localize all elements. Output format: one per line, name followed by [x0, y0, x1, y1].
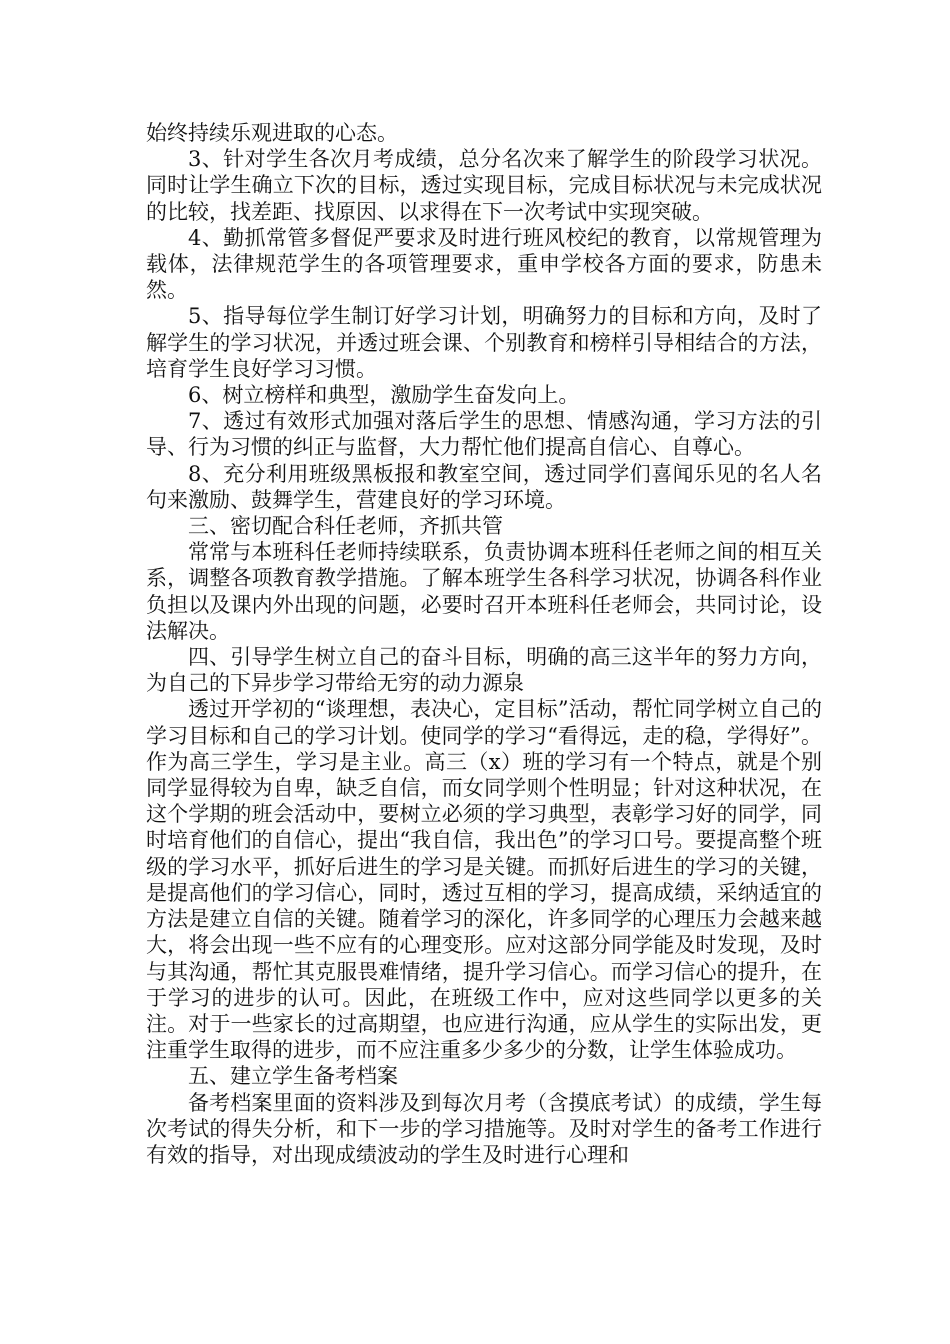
paragraph: 5、指导每位学生制订好学习计划，明确努力的目标和方向，及时了解学生的学习状况，并透过班会课、个别教育和榜样引导相结合的方法，培育学生良好学习习惯。	[146, 304, 822, 381]
paragraph: 3、针对学生各次月考成绩，总分名次来了解学生的阶段学习状况。同时让学生确立下次的目标，透过实现目标，完成目标状况与未完成状况的比较，找差距、找原因、以求得在下一次考试中实现突破。	[146, 147, 822, 224]
paragraph: 透过开学初的“谈理想，表决心，定目标”活动，帮忙同学树立自己的学习目标和自己的学习计划。使同学的学习“看得远，走的稳，学得好”。作为高三学生，学习是主业。高三（x）班的学习有一个特点，就是个别同学显得较为自卑，缺乏自信，而女同学则个性明显；针对这种状况，在这个学期的班会活动中，要树立必须的学习典型，表彰学习好的同学，同时培育他们的自信心，提出“我自信，我出色”的学习口号。要提高整个班级的学习水平，抓好后进生的学习是关键。而抓好后进生的学习的关键，是提高他们的学习信心，同时，透过互相的学习，提高成绩，采纳适宜的方法是建立自信的关键。随着学习的深化，许多同学的心理压力会越来越大，将会出现一些不应有的心理变形。应对这部分同学能及时发现，及时与其沟通，帮忙其克服畏难情绪，提升学习信心。而学习信心的提升，在于学习的进步的认可。因此，在班级工作中，应对这些同学以更多的关注。对于一些家长的过高期望，也应进行沟通，应从学生的实际出发，更注重学生取得的进步，而不应注重多少多少的分数，让学生体验成功。	[146, 697, 822, 1063]
paragraph: 8、充分利用班级黑板报和教室空间，透过同学们喜闻乐见的名人名句来激励、鼓舞学生，营建良好的学习环境。	[146, 461, 822, 512]
paragraph: 6、树立榜样和典型，激励学生奋发向上。	[188, 383, 580, 408]
section-heading: 三、密切配合科任老师，齐抓共管	[188, 514, 503, 539]
paragraph: 始终持续乐观进取的心态。	[146, 121, 398, 145]
section-heading: 四、引导学生树立自己的奋斗目标，明确的高三这半年的努力方向，为自己的下异步学习带给无穷的动力源泉	[146, 645, 822, 696]
paragraph: 备考档案里面的资料涉及到每次月考（含摸底考试）的成绩，学生每次考试的得失分析，和下一步的学习措施等。及时对学生的备考工作进行有效的指导，对出现成绩波动的学生及时进行心理和	[146, 1090, 822, 1167]
section-heading: 五、建立学生备考档案	[188, 1064, 398, 1089]
document-body	[146, 120, 822, 1168]
paragraph: 常常与本班科任老师持续联系，负责协调本班科任老师之间的相互关系，调整各项教育教学措施。了解本班学生各科学习状况，协调各科作业负担以及课内外出现的问题，必要时召开本班科任老师会，共同讨论，设法解决。	[146, 540, 822, 643]
paragraph: 4、勤抓常管多督促严要求及时进行班风校纪的教育，以常规管理为载体，法律规范学生的各项管理要求，重申学校各方面的要求，防患未然。	[146, 225, 822, 303]
paragraph: 7、透过有效形式加强对落后学生的思想、情感沟通，学习方法的引导、行为习惯的纠正与监督，大力帮忙他们提高自信心、自尊心。	[146, 409, 822, 460]
